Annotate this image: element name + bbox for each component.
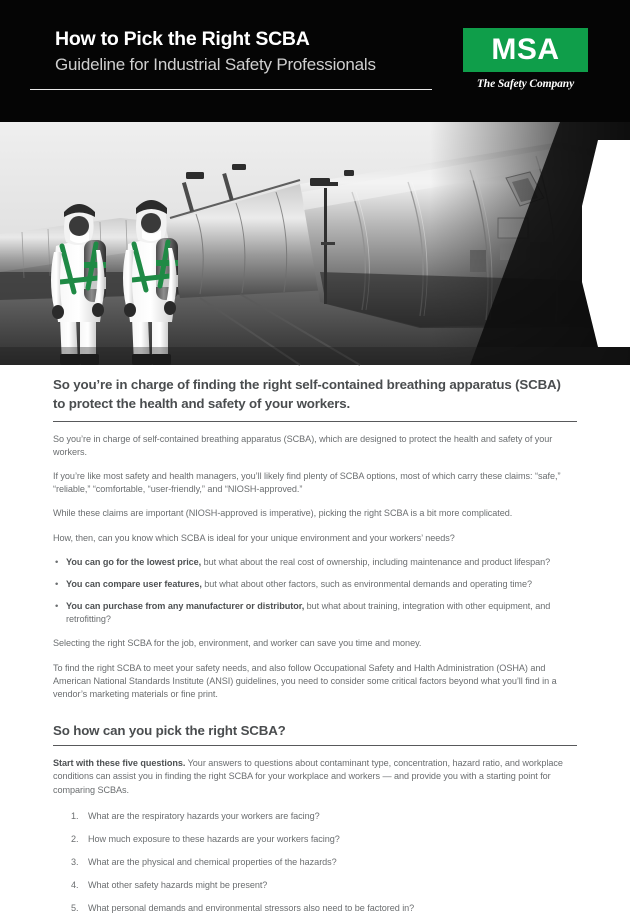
body-paragraph-5: Selecting the right SCBA for the job, environment, and worker can save you time and money. (53, 638, 422, 649)
lead-heading-line-1: So you’re in charge of finding the right self-contained breathing apparatus (SCBA) (53, 377, 561, 392)
header-title-block (55, 28, 455, 75)
list-item (53, 556, 577, 569)
msa-logo-wordmark: MSA (491, 33, 560, 66)
list-item: How much exposure to these hazards are your workers facing? (88, 833, 340, 844)
document-body (53, 376, 577, 916)
five-questions-list (53, 810, 577, 916)
msa-logo-tagline: The Safety Company (476, 78, 575, 90)
lead-heading (53, 376, 577, 414)
list-item (53, 578, 577, 591)
bullet-lead-1: You can go for the lowest price, (66, 556, 202, 567)
section-heading: So how can you pick the right SCBA? (53, 723, 286, 739)
section-heading-divider (53, 745, 577, 746)
list-item: What are the physical and chemical properties of the hazards? (88, 857, 337, 868)
list-item: What are the respiratory hazards your workers are facing? (88, 810, 320, 821)
body-paragraph-1: So you’re in charge of self-contained breathing apparatus (SCBA), which are designed to protect the health and safety of your workers. (53, 433, 553, 457)
bullet-rest-1: but what about the real cost of ownership, including maintenance and product lifespan? (201, 556, 551, 567)
header-band (0, 0, 630, 122)
body-paragraph-3: While these claims are important (NIOSH-approved is imperative), picking the right SCBA is a bit more complicated. (53, 508, 513, 519)
lead-heading-line-2: to protect the health and safety of your workers. (53, 395, 351, 411)
header-divider (30, 89, 432, 90)
hero-image (0, 122, 630, 365)
consideration-bullet-list (53, 556, 577, 627)
list-item: What other safety hazards might be present? (88, 880, 268, 891)
page-title: How to Pick the Right SCBA (55, 28, 310, 50)
lead-heading-divider (53, 421, 577, 422)
body-paragraph-4: How, then, can you know which SCBA is ideal for your unique environment and your workers’ needs? (53, 532, 455, 543)
page-subtitle: Guideline for Industrial Safety Professionals (55, 55, 376, 74)
bullet-rest-3: but what about training, integration with other equipment, and retrofitting? (66, 601, 551, 625)
msa-logo (463, 28, 588, 90)
questions-intro-rest: Your answers to questions about contaminant type, concentration, hazard ratio, and workplace conditions can assist you in finding the right SCBA for your workplace and workers — and provide you with a starting point for comparing SCBAs. (53, 758, 563, 795)
bullet-rest-2: but what about other factors, such as environmental demands and operating time? (201, 578, 532, 589)
msa-logo-mark (463, 28, 588, 72)
list-item (53, 600, 577, 626)
hero-illustration (0, 122, 630, 365)
bullet-lead-3: You can purchase from any manufacturer or distributor, (66, 601, 305, 612)
questions-intro-lead: Start with these five questions. (53, 758, 186, 769)
body-paragraph-2: If you’re like most safety and health managers, you’ll likely find plenty of SCBA options, most of which carry these claims: “safe,” “reliable,” “comfortable, “user-friendly,” and “NIOSH-approved.” (53, 471, 561, 495)
questions-intro (53, 757, 577, 797)
bullet-lead-2: You can compare user features, (66, 578, 202, 589)
list-item: What personal demands and environmental stressors also need to be factored in? (88, 903, 415, 914)
body-paragraph-6: To find the right SCBA to meet your safety needs, and also follow Occupational Safety and Halth Administration (OSHA) and American National Standards Institute (ANSI) guidelines, you need to consider some critical factors beyond what you’ll find in a vendor’s marketing materials or fine print. (53, 662, 557, 699)
